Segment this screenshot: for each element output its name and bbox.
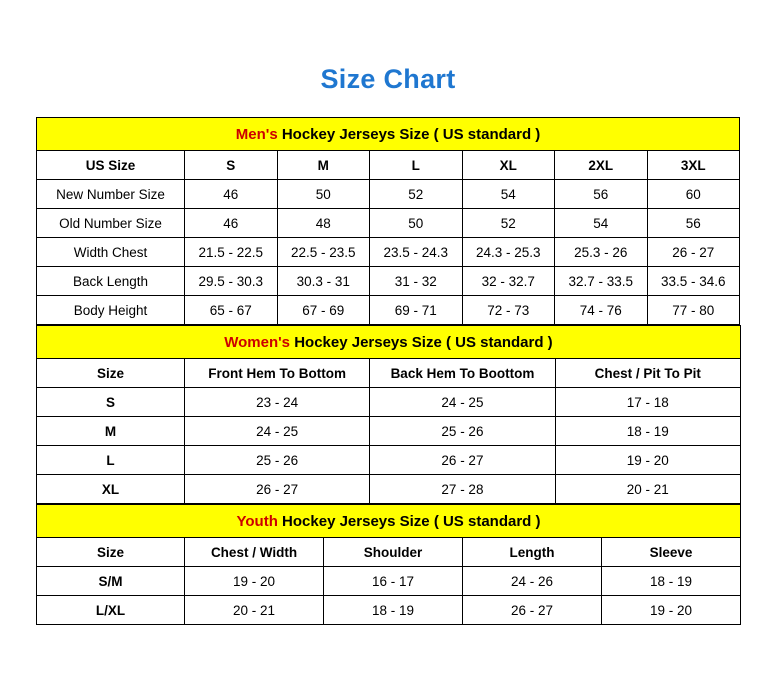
youth-cell-1-0: 20 - 21 [185, 596, 324, 625]
youth-cell-1-1: 18 - 19 [324, 596, 463, 625]
mens-col-4: XL [462, 151, 555, 180]
mens-cell-0-4: 56 [555, 180, 648, 209]
womens-col-2: Back Hem To Boottom [370, 359, 555, 388]
mens-cell-1-3: 52 [462, 209, 555, 238]
mens-cell-0-3: 54 [462, 180, 555, 209]
womens-banner [37, 326, 741, 359]
table-row [37, 238, 740, 267]
mens-cell-3-2: 31 - 32 [370, 267, 463, 296]
mens-col-6: 3XL [647, 151, 740, 180]
table-header-row [37, 359, 741, 388]
mens-row-2-label: Width Chest [37, 238, 185, 267]
mens-cell-4-1: 67 - 69 [277, 296, 370, 325]
table-banner-row [37, 505, 741, 538]
womens-cell-1-2: 18 - 19 [555, 417, 740, 446]
table-row [37, 417, 741, 446]
womens-banner-accent: Women's [224, 333, 291, 351]
mens-cell-3-5: 33.5 - 34.6 [647, 267, 740, 296]
youth-row-1-label: L/XL [37, 596, 185, 625]
mens-row-0-label: New Number Size [37, 180, 185, 209]
womens-row-2-label: L [37, 446, 185, 475]
table-row [37, 596, 741, 625]
mens-cell-4-2: 69 - 71 [370, 296, 463, 325]
womens-row-1-label: M [37, 417, 185, 446]
table-row [37, 446, 741, 475]
mens-col-0: US Size [37, 151, 185, 180]
mens-cell-0-2: 52 [370, 180, 463, 209]
womens-cell-0-1: 24 - 25 [370, 388, 555, 417]
womens-size-table [36, 325, 741, 504]
youth-col-0: Size [37, 538, 185, 567]
mens-cell-2-3: 24.3 - 25.3 [462, 238, 555, 267]
mens-col-2: M [277, 151, 370, 180]
youth-size-table [36, 504, 741, 625]
womens-cell-1-0: 24 - 25 [185, 417, 370, 446]
youth-cell-1-3: 19 - 20 [602, 596, 741, 625]
youth-cell-0-3: 18 - 19 [602, 567, 741, 596]
womens-banner-rest: Hockey Jerseys Size ( US standard ) [290, 333, 553, 351]
mens-cell-4-5: 77 - 80 [647, 296, 740, 325]
youth-col-4: Sleeve [602, 538, 741, 567]
youth-banner-accent: Youth [236, 512, 278, 530]
page-title: Size Chart [320, 64, 456, 94]
womens-cell-3-1: 27 - 28 [370, 475, 555, 504]
mens-cell-3-1: 30.3 - 31 [277, 267, 370, 296]
mens-cell-1-1: 48 [277, 209, 370, 238]
mens-row-1-label: Old Number Size [37, 209, 185, 238]
table-row [37, 180, 740, 209]
table-row [37, 567, 741, 596]
mens-cell-1-4: 54 [555, 209, 648, 238]
table-row [37, 296, 740, 325]
mens-cell-2-5: 26 - 27 [647, 238, 740, 267]
table-banner-row [37, 118, 740, 151]
table-header-row [37, 151, 740, 180]
womens-col-3: Chest / Pit To Pit [555, 359, 740, 388]
youth-col-3: Length [463, 538, 602, 567]
womens-cell-3-0: 26 - 27 [185, 475, 370, 504]
womens-cell-2-1: 26 - 27 [370, 446, 555, 475]
youth-row-0-label: S/M [37, 567, 185, 596]
table-banner-row [37, 326, 741, 359]
womens-row-0-label: S [37, 388, 185, 417]
youth-cell-0-2: 24 - 26 [463, 567, 602, 596]
mens-col-1: S [185, 151, 278, 180]
mens-cell-0-5: 60 [647, 180, 740, 209]
table-row [37, 209, 740, 238]
mens-banner-rest: Hockey Jerseys Size ( US standard ) [277, 125, 541, 143]
womens-cell-3-2: 20 - 21 [555, 475, 740, 504]
mens-cell-1-5: 56 [647, 209, 740, 238]
mens-banner-accent: Men's [235, 125, 278, 143]
table-row [37, 388, 741, 417]
youth-cell-0-1: 16 - 17 [324, 567, 463, 596]
mens-row-4-label: Body Height [37, 296, 185, 325]
mens-cell-3-4: 32.7 - 33.5 [555, 267, 648, 296]
mens-size-table [36, 117, 740, 325]
size-tables-container [36, 117, 740, 625]
youth-cell-0-0: 19 - 20 [185, 567, 324, 596]
mens-cell-2-0: 21.5 - 22.5 [185, 238, 278, 267]
mens-cell-4-0: 65 - 67 [185, 296, 278, 325]
youth-banner-rest: Hockey Jerseys Size ( US standard ) [277, 512, 541, 530]
mens-row-3-label: Back Length [37, 267, 185, 296]
table-row [37, 475, 741, 504]
womens-row-3-label: XL [37, 475, 185, 504]
mens-banner [37, 118, 740, 151]
womens-cell-0-0: 23 - 24 [185, 388, 370, 417]
mens-cell-4-3: 72 - 73 [462, 296, 555, 325]
youth-col-1: Chest / Width [185, 538, 324, 567]
mens-col-3: L [370, 151, 463, 180]
mens-cell-1-0: 46 [185, 209, 278, 238]
mens-col-5: 2XL [555, 151, 648, 180]
mens-cell-3-3: 32 - 32.7 [462, 267, 555, 296]
mens-cell-3-0: 29.5 - 30.3 [185, 267, 278, 296]
mens-cell-2-1: 22.5 - 23.5 [277, 238, 370, 267]
mens-cell-0-0: 46 [185, 180, 278, 209]
mens-cell-1-2: 50 [370, 209, 463, 238]
womens-cell-2-2: 19 - 20 [555, 446, 740, 475]
womens-col-1: Front Hem To Bottom [185, 359, 370, 388]
womens-cell-2-0: 25 - 26 [185, 446, 370, 475]
womens-col-0: Size [37, 359, 185, 388]
youth-cell-1-2: 26 - 27 [463, 596, 602, 625]
youth-col-2: Shoulder [324, 538, 463, 567]
mens-cell-4-4: 74 - 76 [555, 296, 648, 325]
mens-cell-0-1: 50 [277, 180, 370, 209]
table-header-row [37, 538, 741, 567]
womens-cell-1-1: 25 - 26 [370, 417, 555, 446]
table-row [37, 267, 740, 296]
womens-cell-0-2: 17 - 18 [555, 388, 740, 417]
mens-cell-2-2: 23.5 - 24.3 [370, 238, 463, 267]
mens-cell-2-4: 25.3 - 26 [555, 238, 648, 267]
youth-banner [37, 505, 741, 538]
